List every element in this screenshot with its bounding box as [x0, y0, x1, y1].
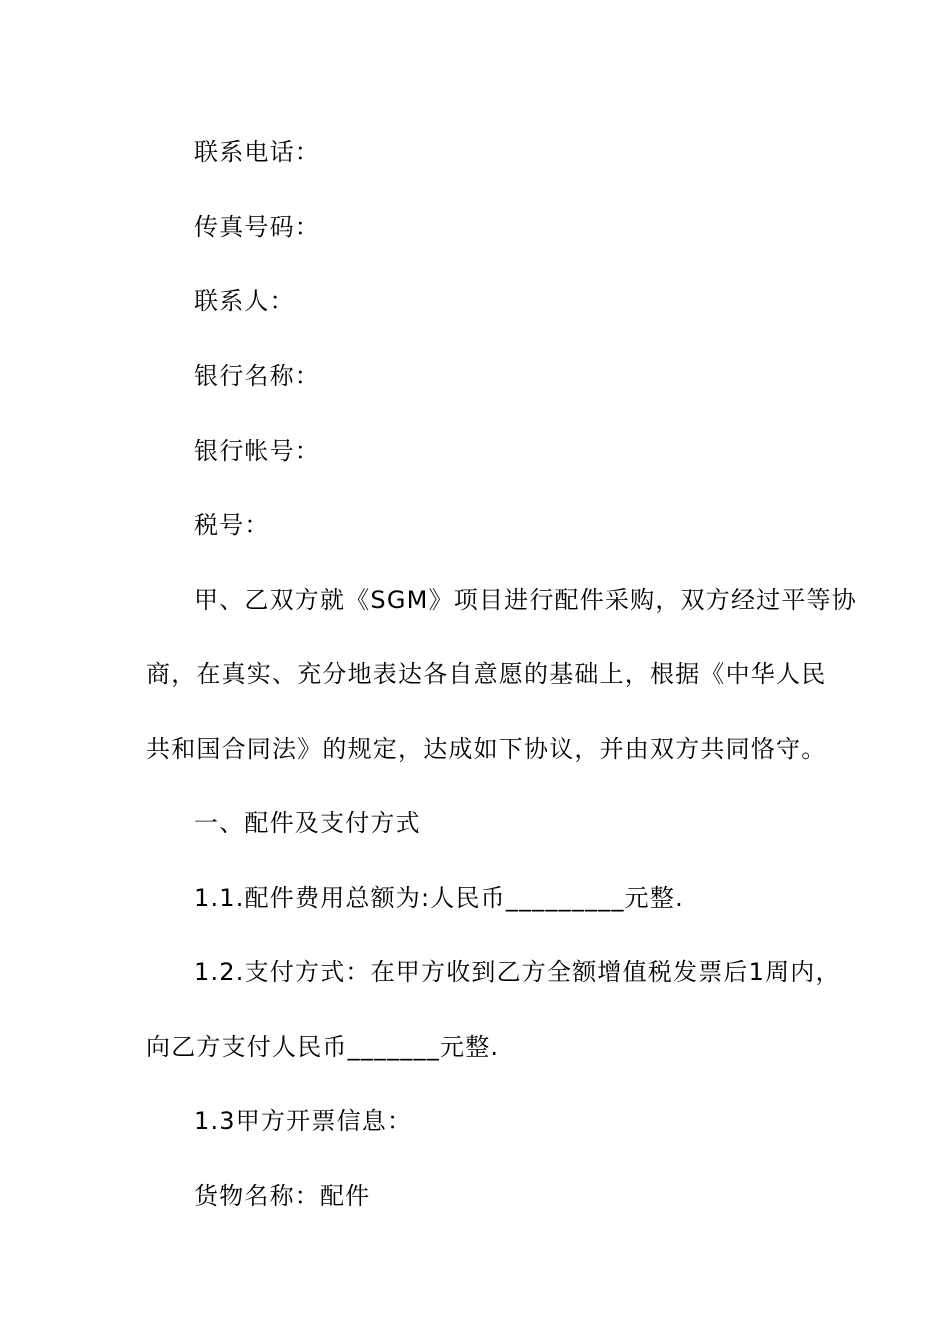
goods-name-line: 货物名称：配件: [194, 1182, 371, 1210]
bank-account-field-label: 银行帐号：: [194, 437, 320, 465]
fax-field-label: 传真号码：: [194, 213, 320, 241]
clause-1-2-line-2: 向乙方支付人民币_______元整.: [146, 1033, 500, 1061]
clause-1-1: 1.1.配件费用总额为:人民币_________元整.: [194, 884, 684, 912]
contact-field-label: 联系人：: [194, 287, 295, 315]
section-1-heading: 一、配件及支付方式: [194, 809, 421, 837]
clause-1-3: 1.3甲方开票信息：: [194, 1107, 413, 1135]
intro-paragraph-line-1: 甲、乙双方就《SGM》项目进行配件采购，双方经过平等协: [194, 586, 857, 614]
tax-id-field-label: 税号：: [194, 511, 270, 539]
intro-paragraph-line-3: 共和国合同法》的规定，达成如下协议，并由双方共同恪守。: [146, 735, 827, 763]
phone-field-label: 联系电话：: [194, 138, 320, 166]
intro-paragraph-line-2: 商，在真实、充分地表达各自意愿的基础上，根据《中华人民: [146, 660, 827, 688]
bank-name-field-label: 银行名称：: [194, 362, 320, 390]
clause-1-2-line-1: 1.2.支付方式：在甲方收到乙方全额增值税发票后1周内，: [194, 958, 841, 986]
